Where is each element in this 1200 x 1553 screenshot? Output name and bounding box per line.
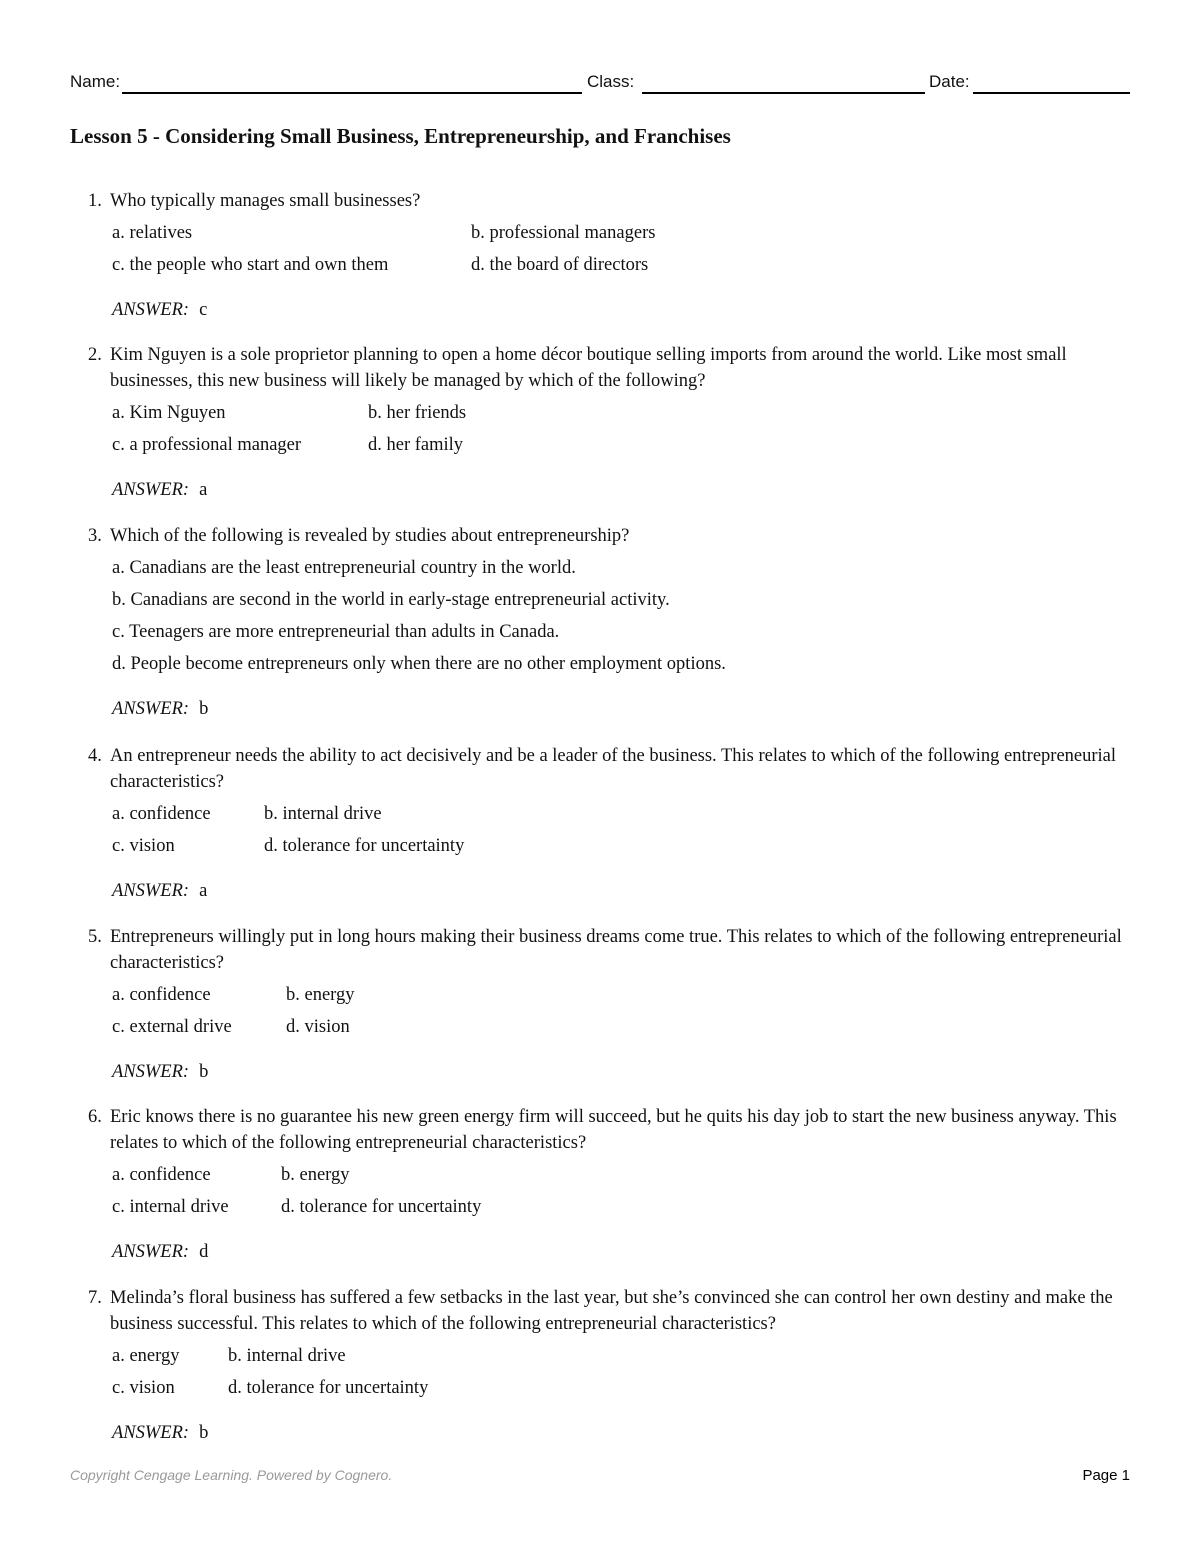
answer-line	[112, 694, 1128, 724]
answer-value: b	[199, 1062, 209, 1082]
option-b[interactable]: b. Canadians are second in the world in early-stage entrepreneurial activity.	[112, 590, 670, 610]
question-number: 3.	[88, 526, 102, 546]
option-c[interactable]: c. the people who start and own them	[112, 255, 389, 275]
answer-line	[112, 1418, 1128, 1448]
question-7	[88, 1285, 1128, 1448]
question-text: Eric knows there is no guarantee his new green energy firm will succeed, but he quits his day job to start the new business anyway. This relates to which of the following entrepreneurial characteristics?	[110, 1107, 1117, 1153]
option-d[interactable]: d. the board of directors	[471, 255, 649, 275]
class-label: Class:	[587, 72, 635, 91]
question-number: 4.	[88, 746, 102, 766]
question-stem	[88, 924, 1128, 976]
question-text: Who typically manages small businesses?	[110, 191, 421, 211]
class-field[interactable]	[642, 92, 925, 94]
answer-value: d	[199, 1242, 209, 1262]
option-a[interactable]: a. confidence	[112, 804, 211, 824]
answer-label: ANSWER:	[112, 300, 190, 320]
answer-value: a	[199, 881, 208, 901]
option-b[interactable]: b. internal drive	[228, 1346, 346, 1366]
option-d[interactable]: d. tolerance for uncertainty	[228, 1378, 429, 1398]
option-d[interactable]: d. vision	[286, 1017, 350, 1037]
question-stem	[88, 1104, 1128, 1156]
student-info-header	[70, 70, 1130, 98]
option-c[interactable]: c. external drive	[112, 1017, 232, 1037]
answer-label: ANSWER:	[112, 1062, 190, 1082]
question-5	[88, 924, 1128, 1087]
answer-label: ANSWER:	[112, 1423, 190, 1443]
question-stem	[88, 342, 1128, 394]
option-a[interactable]: a. Canadians are the least entrepreneurial country in the world.	[112, 558, 576, 578]
page-number: Page 1	[1082, 1467, 1130, 1484]
answer-label: ANSWER:	[112, 1242, 190, 1262]
question-text: An entrepreneur needs the ability to act decisively and be a leader of the business. This relates to which of the following entrepreneurial characteristics?	[110, 746, 1117, 792]
option-c[interactable]: c. internal drive	[112, 1197, 229, 1217]
answer-value: b	[199, 699, 209, 719]
option-a[interactable]: a. confidence	[112, 1165, 211, 1185]
lesson-title: Lesson 5 - Considering Small Business, Entrepreneurship, and Franchises	[70, 124, 731, 148]
option-b[interactable]: b. her friends	[368, 403, 467, 423]
answer-options	[112, 979, 1128, 1043]
question-4	[88, 743, 1128, 906]
answer-label: ANSWER:	[112, 881, 190, 901]
answer-line	[112, 876, 1128, 906]
question-3	[88, 523, 1128, 724]
answer-line	[112, 1237, 1128, 1267]
answer-value: b	[199, 1423, 209, 1443]
question-number: 5.	[88, 927, 102, 947]
option-d[interactable]: d. tolerance for uncertainty	[264, 836, 465, 856]
option-a[interactable]: a. relatives	[112, 223, 193, 243]
option-b[interactable]: b. energy	[281, 1165, 350, 1185]
answer-line	[112, 295, 1128, 325]
question-stem	[88, 1285, 1128, 1337]
answer-line	[112, 1057, 1128, 1087]
option-d[interactable]: d. her family	[368, 435, 464, 455]
option-d[interactable]: d. tolerance for uncertainty	[281, 1197, 482, 1217]
option-c[interactable]: c. a professional manager	[112, 435, 302, 455]
question-number: 6.	[88, 1107, 102, 1127]
question-1	[88, 188, 1128, 325]
copyright-footer: Copyright Cengage Learning. Powered by Cognero.	[70, 1467, 393, 1483]
question-number: 7.	[88, 1288, 102, 1308]
question-text: Which of the following is revealed by studies about entrepreneurship?	[110, 526, 630, 546]
answer-options	[112, 1159, 1128, 1223]
option-c[interactable]: c. Teenagers are more entrepreneurial than adults in Canada.	[112, 622, 560, 642]
date-label: Date:	[929, 72, 970, 91]
answer-options	[112, 397, 1128, 461]
option-c[interactable]: c. vision	[112, 836, 175, 856]
answer-label: ANSWER:	[112, 480, 190, 500]
answer-value: a	[199, 480, 208, 500]
answer-options	[112, 1340, 1128, 1404]
option-b[interactable]: b. energy	[286, 985, 355, 1005]
option-a[interactable]: a. energy	[112, 1346, 180, 1366]
question-text: Kim Nguyen is a sole proprietor planning to open a home décor boutique selling imports from around the world. Like most small businesses, this new business will likely be managed by which of the following?	[110, 345, 1067, 391]
question-stem	[88, 523, 1128, 549]
date-field[interactable]	[973, 92, 1130, 94]
answer-value: c	[199, 300, 208, 320]
name-field[interactable]	[122, 92, 582, 94]
answer-line	[112, 475, 1128, 505]
option-b[interactable]: b. internal drive	[264, 804, 382, 824]
answer-label: ANSWER:	[112, 699, 190, 719]
answer-options	[112, 552, 1128, 680]
answer-options	[112, 217, 1128, 281]
option-a[interactable]: a. confidence	[112, 985, 211, 1005]
question-stem	[88, 743, 1128, 795]
question-6	[88, 1104, 1128, 1267]
question-stem	[88, 188, 1128, 214]
name-label: Name:	[70, 72, 121, 91]
option-c[interactable]: c. vision	[112, 1378, 175, 1398]
option-d[interactable]: d. People become entrepreneurs only when there are no other employment options.	[112, 654, 726, 674]
question-number: 2.	[88, 345, 102, 365]
question-text: Melinda’s floral business has suffered a few setbacks in the last year, but she’s convinced she can control her own destiny and make the business successful. This relates to which of the following entrepreneurial characteristics?	[110, 1288, 1113, 1334]
question-text: Entrepreneurs willingly put in long hours making their business dreams come true. This relates to which of the following entrepreneurial characteristics?	[110, 927, 1122, 973]
option-a[interactable]: a. Kim Nguyen	[112, 403, 226, 423]
option-b[interactable]: b. professional managers	[471, 223, 656, 243]
question-2	[88, 342, 1128, 505]
answer-options	[112, 798, 1128, 862]
question-number: 1.	[88, 191, 102, 211]
